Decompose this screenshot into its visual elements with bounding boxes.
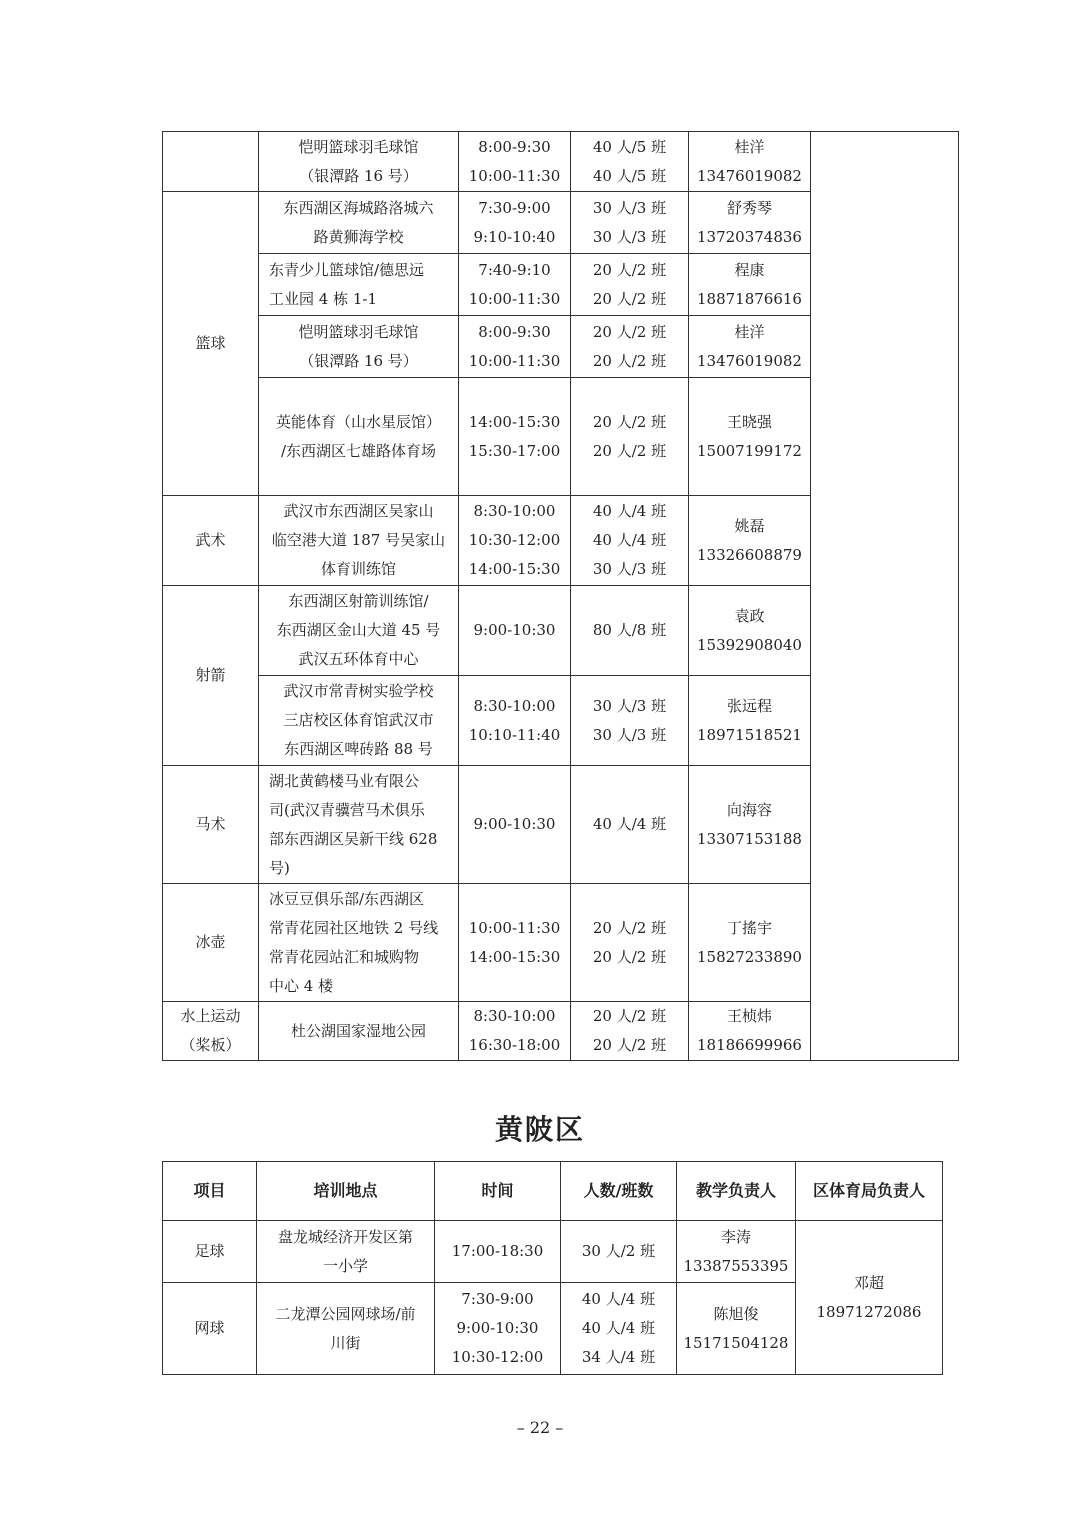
time-cell-line: 9:10-10:40 (473, 227, 556, 246)
time-cell-line: 9:00-10:30 (456, 1319, 539, 1337)
venue-cell (259, 378, 459, 496)
venue-cell (259, 766, 459, 884)
time-cell (459, 1002, 571, 1061)
bureau-contact-cell (796, 1221, 943, 1375)
venue-cell-line: 恺明篮球羽毛球馆 (298, 322, 419, 341)
contact-cell-line: 桂洋 (734, 137, 765, 156)
sport-cell-line: （桨板） (180, 1036, 241, 1054)
capacity-cell-line: 30 人/2 班 (581, 1242, 656, 1260)
capacity-cell (571, 884, 689, 1002)
time-cell-line: 10:00-11:30 (468, 351, 561, 370)
venue-cell-line: 部东西湖区吴新干线 628 (269, 829, 438, 848)
capacity-cell (571, 496, 689, 586)
capacity-cell-line: 40 人/5 班 (592, 137, 667, 156)
contact-cell (689, 1002, 811, 1061)
contact-cell-line: 15392908040 (697, 635, 802, 654)
contact-cell-line: 张远程 (726, 696, 772, 715)
venue-cell-line: 常青花园社区地铁 2 号线 (269, 918, 439, 937)
venue-cell-line: 号) (269, 858, 290, 877)
venue-cell-line: 临空港大道 187 号吴家山 (271, 531, 446, 549)
capacity-cell-line: 20 人/2 班 (592, 947, 667, 966)
time-cell-line: 10:00-11:30 (468, 166, 561, 185)
venue-cell-line: 路黄狮海学校 (313, 227, 404, 246)
sport-cell: 网球 (163, 1283, 257, 1375)
time-cell (435, 1221, 561, 1283)
contact-cell-line: 袁政 (734, 606, 765, 625)
capacity-cell-line: 40 人/4 班 (581, 1290, 656, 1308)
time-cell-line: 8:30-10:00 (473, 502, 556, 520)
district-title: 黄陂区 (494, 1113, 585, 1146)
venue-cell-line: 二龙潭公园网球场/前 (275, 1304, 416, 1323)
time-cell (435, 1283, 561, 1375)
venue-cell-line: （银潭路 16 号） (299, 166, 418, 185)
time-cell-line: 8:00-9:30 (478, 322, 551, 341)
capacity-cell (571, 766, 689, 884)
venue-cell-line: 体育训练馆 (320, 560, 396, 578)
header-capacity: 人数/班数 (561, 1162, 677, 1221)
capacity-cell-line: 20 人/2 班 (592, 260, 667, 279)
capacity-cell (571, 254, 689, 316)
contact-cell-line: 18871876616 (697, 289, 802, 308)
venue-cell-line: 武汉五环体育中心 (298, 650, 419, 668)
time-cell-line: 16:30-18:00 (468, 1036, 561, 1054)
header-teaching-lead: 教学负责人 (677, 1162, 796, 1221)
venue-cell (259, 132, 459, 192)
capacity-cell-line: 30 人/3 班 (592, 696, 667, 715)
sport-cell: 足球 (163, 1221, 257, 1283)
dongxihu-training-table (162, 131, 959, 1061)
capacity-cell (571, 1002, 689, 1061)
capacity-cell-line: 20 人/2 班 (592, 1007, 667, 1025)
bureau-contact-cell-line: 18971272086 (816, 1302, 922, 1321)
capacity-cell-line: 30 人/3 班 (592, 560, 667, 578)
venue-cell-line: 恺明篮球羽毛球馆 (298, 137, 419, 156)
venue-cell-line: 杜公湖国家湿地公园 (290, 1021, 426, 1040)
capacity-cell (561, 1221, 677, 1283)
sport-cell: 冰壶 (163, 884, 259, 1002)
contact-cell-line: 陈旭俊 (713, 1304, 759, 1323)
time-cell-line: 7:30-9:00 (461, 1290, 534, 1308)
contact-cell (689, 132, 811, 192)
capacity-cell (571, 676, 689, 766)
contact-cell-line: 18186699966 (697, 1036, 802, 1054)
venue-cell-line: 武汉市常青树实验学校 (283, 682, 434, 700)
venue-cell-line: 冰豆豆俱乐部/东西湖区 (269, 889, 425, 908)
time-cell (459, 378, 571, 496)
contact-cell (689, 676, 811, 766)
table2-body (163, 1221, 943, 1375)
time-cell-line: 14:00-15:30 (468, 412, 561, 431)
contact-cell-line: 13720374836 (697, 227, 802, 246)
page-number: – 22 – (516, 1418, 564, 1437)
contact-cell-line: 王晓强 (726, 412, 772, 431)
capacity-cell-line: 40 人/4 班 (592, 531, 667, 549)
venue-cell-line: 东西湖区啤砖路 88 号 (284, 740, 433, 758)
time-cell (459, 192, 571, 254)
contact-cell (677, 1283, 796, 1375)
capacity-cell-line: 20 人/2 班 (592, 441, 667, 460)
capacity-cell-line: 40 人/4 班 (592, 502, 667, 520)
time-cell-line: 17:00-18:30 (451, 1242, 544, 1260)
venue-cell-line: 武汉市东西湖区吴家山 (283, 502, 434, 520)
capacity-cell (571, 132, 689, 192)
contact-cell (677, 1221, 796, 1283)
time-cell-line: 7:40-9:10 (478, 260, 551, 279)
sport-cell (163, 1002, 259, 1061)
time-cell (459, 586, 571, 676)
time-cell (459, 766, 571, 884)
capacity-cell-line: 30 人/3 班 (592, 725, 667, 744)
venue-cell-line: 一小学 (322, 1256, 368, 1275)
venue-cell-line: 中心 4 楼 (269, 976, 334, 995)
contact-cell (689, 254, 811, 316)
time-cell-line: 10:30-12:00 (468, 531, 561, 549)
bureau-contact-cell (811, 132, 959, 1061)
venue-cell-line: 川街 (330, 1333, 361, 1352)
venue-cell (259, 496, 459, 586)
contact-cell-line: 13387553395 (683, 1256, 789, 1275)
time-cell-line: 8:30-10:00 (473, 696, 556, 715)
header-time: 时间 (435, 1162, 561, 1221)
venue-cell-line: 湖北黄鹤楼马业有限公 (269, 771, 420, 790)
contact-cell-line: 王桢炜 (726, 1007, 772, 1025)
contact-cell (689, 766, 811, 884)
time-cell-line: 10:00-11:30 (468, 289, 561, 308)
contact-cell (689, 192, 811, 254)
venue-cell (259, 254, 459, 316)
contact-cell-line: 13476019082 (697, 166, 802, 185)
contact-cell-line: 姚磊 (734, 516, 765, 535)
time-cell (459, 884, 571, 1002)
venue-cell-line: 三店校区体育馆武汉市 (283, 711, 434, 729)
capacity-cell-line: 30 人/3 班 (592, 198, 667, 217)
venue-cell-line: /东西湖区七雄路体育场 (280, 441, 437, 460)
capacity-cell-line: 20 人/2 班 (592, 289, 667, 308)
contact-cell-line: 李涛 (720, 1227, 751, 1246)
time-cell-line: 7:30-9:00 (478, 198, 551, 217)
contact-cell-line: 13326608879 (697, 545, 802, 564)
capacity-cell-line: 20 人/2 班 (592, 412, 667, 431)
contact-cell (689, 884, 811, 1002)
time-cell (459, 132, 571, 192)
time-cell-line: 14:00-15:30 (468, 560, 561, 578)
venue-cell (257, 1283, 435, 1375)
capacity-cell-line: 40 人/4 班 (581, 1319, 656, 1337)
time-cell-line: 15:30-17:00 (468, 441, 561, 460)
time-cell (459, 254, 571, 316)
table-row (163, 132, 959, 192)
contact-cell-line: 舒秀琴 (726, 198, 772, 217)
venue-cell-line: 东青少儿篮球馆/德思远 (269, 260, 425, 279)
venue-cell-line: 工业园 4 栋 1-1 (269, 289, 378, 308)
time-cell-line: 8:30-10:00 (473, 1007, 556, 1025)
contact-cell-line: 13476019082 (697, 351, 802, 370)
time-cell-line: 10:30-12:00 (451, 1348, 544, 1366)
time-cell-line: 10:10-11:40 (468, 725, 561, 744)
contact-cell-line: 13307153188 (697, 829, 802, 848)
venue-cell-line: 英能体育（山水星辰馆） (275, 412, 441, 431)
contact-cell-line: 15171504128 (683, 1333, 789, 1352)
capacity-cell (571, 192, 689, 254)
venue-cell (259, 884, 459, 1002)
huangpi-training-table (162, 1161, 943, 1375)
contact-cell-line: 18971518521 (697, 725, 802, 744)
venue-cell-line: 盘龙城经济开发区第 (277, 1227, 413, 1246)
time-cell (459, 496, 571, 586)
venue-cell (259, 676, 459, 766)
venue-cell-line: （银潭路 16 号） (299, 351, 418, 370)
capacity-cell-line: 30 人/3 班 (592, 227, 667, 246)
capacity-cell (571, 378, 689, 496)
contact-cell-line: 向海容 (726, 800, 772, 819)
capacity-cell-line: 20 人/2 班 (592, 351, 667, 370)
capacity-cell-line: 40 人/4 班 (592, 815, 667, 833)
venue-cell (259, 316, 459, 378)
time-cell (459, 676, 571, 766)
table-row (163, 1221, 943, 1283)
time-cell (459, 316, 571, 378)
sport-cell (163, 132, 259, 192)
table2-header-row (163, 1162, 943, 1221)
capacity-cell-line: 34 人/4 班 (581, 1348, 656, 1366)
sport-cell-line: 水上运动 (180, 1007, 241, 1025)
sport-cell: 马术 (163, 766, 259, 884)
contact-cell-line: 15827233890 (697, 947, 802, 966)
capacity-cell-line: 80 人/8 班 (592, 621, 667, 639)
sport-cell: 篮球 (163, 192, 259, 496)
header-venue: 培训地点 (257, 1162, 435, 1221)
contact-cell-line: 程康 (734, 260, 765, 279)
venue-cell-line: 东西湖区射箭训练馆/ (288, 592, 429, 610)
header-sport: 项目 (163, 1162, 257, 1221)
capacity-cell (561, 1283, 677, 1375)
time-cell-line: 14:00-15:30 (468, 947, 561, 966)
capacity-cell (571, 586, 689, 676)
contact-cell (689, 496, 811, 586)
time-cell-line: 9:00-10:30 (473, 621, 556, 639)
capacity-cell-line: 20 人/2 班 (592, 1036, 667, 1054)
capacity-cell-line: 20 人/2 班 (592, 918, 667, 937)
contact-cell-line: 15007199172 (697, 441, 802, 460)
contact-cell-line: 丁搖宇 (726, 918, 772, 937)
venue-cell-line: 常青花园站汇和城购物 (269, 947, 420, 966)
contact-cell (689, 586, 811, 676)
contact-cell-line: 桂洋 (734, 322, 765, 341)
capacity-cell (571, 316, 689, 378)
header-bureau-lead: 区体育局负责人 (796, 1162, 943, 1221)
capacity-cell-line: 40 人/5 班 (592, 166, 667, 185)
venue-cell (259, 586, 459, 676)
venue-cell-line: 东西湖区金山大道 45 号 (276, 621, 441, 639)
sport-cell: 射箭 (163, 586, 259, 766)
time-cell-line: 9:00-10:30 (473, 815, 556, 833)
venue-cell (259, 1002, 459, 1061)
venue-cell (257, 1221, 435, 1283)
table1-body (163, 132, 959, 1061)
time-cell-line: 8:00-9:30 (478, 137, 551, 156)
contact-cell (689, 316, 811, 378)
venue-cell (259, 192, 459, 254)
capacity-cell-line: 20 人/2 班 (592, 322, 667, 341)
time-cell-line: 10:00-11:30 (468, 918, 561, 937)
venue-cell-line: 司(武汉青骥营马术俱乐 (269, 800, 425, 819)
contact-cell (689, 378, 811, 496)
venue-cell-line: 东西湖区海城路洛城六 (283, 198, 434, 217)
bureau-contact-cell-line: 邓超 (853, 1273, 884, 1292)
sport-cell: 武术 (163, 496, 259, 586)
